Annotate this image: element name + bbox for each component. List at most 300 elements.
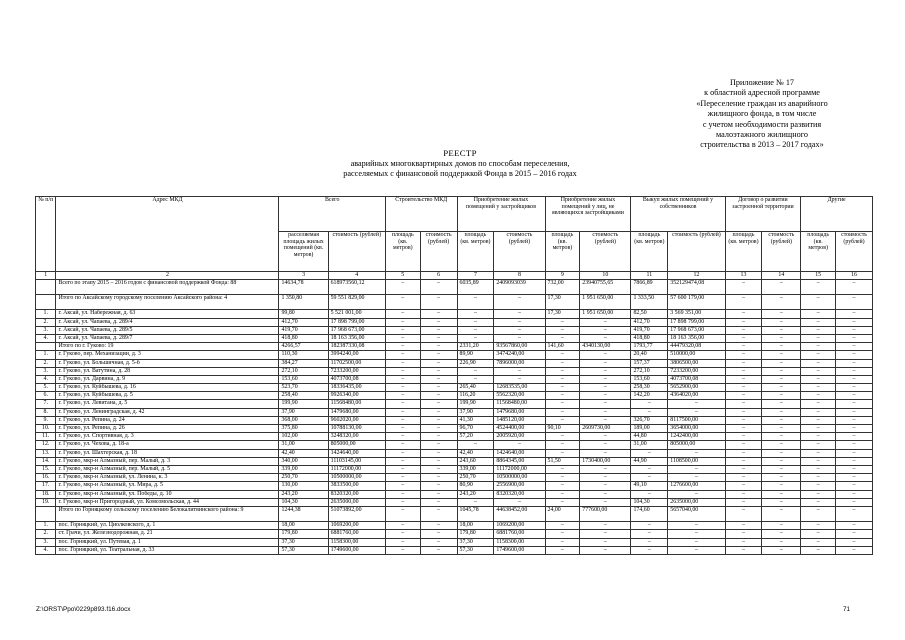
appendix-line: Приложение № 17 (729, 78, 795, 87)
appendix-line: строительства в 2013 – 2017 годах» (700, 140, 824, 150)
row-value: – (801, 359, 836, 367)
header-area: площадь (кв. метров) (457, 232, 494, 272)
row-value: – (457, 310, 494, 318)
row-value: – (420, 465, 457, 473)
row-value: – (580, 538, 631, 546)
row-value: 7233200,00 (328, 367, 385, 375)
row-value: 20,40 (631, 351, 668, 359)
row-value: – (580, 482, 631, 490)
title-line: расселяемых с финансовой поддержкой Фонда в 2015 – 2016 годах (343, 168, 577, 178)
row-value: 116,20 (457, 392, 494, 400)
row-value: 142,20 (631, 392, 668, 400)
row-number: 3. (36, 326, 56, 334)
column-number: 4 (328, 272, 385, 280)
table-row (36, 294, 873, 309)
row-value: 51,50 (545, 457, 580, 465)
row-value: – (762, 416, 801, 424)
row-value: – (762, 400, 801, 408)
row-value: – (420, 538, 457, 546)
row-value: – (668, 474, 725, 482)
row-address: пос. Горняцкий, ул. Циолковского, д. 1 (56, 522, 279, 530)
row-value: 37,90 (279, 408, 328, 416)
row-value: – (836, 367, 873, 375)
row-value: – (762, 334, 801, 342)
row-value: – (545, 334, 580, 342)
row-value: 1108500,00 (668, 457, 725, 465)
row-address: г. Аксай, ул. Чапаева, д. 289/5 (56, 326, 279, 334)
row-value: – (420, 279, 457, 294)
row-address: пос. Горняцкий, ул. Путевая, д. 1 (56, 538, 279, 546)
row-value: – (385, 425, 420, 433)
table-row (36, 375, 873, 383)
row-value: – (762, 359, 801, 367)
row-value: – (420, 416, 457, 424)
table-row (36, 367, 873, 375)
row-number (36, 279, 56, 294)
row-value: 4073700,08 (328, 375, 385, 383)
row-value: – (801, 279, 836, 294)
row-value: 41,30 (457, 416, 494, 424)
row-value: – (836, 384, 873, 392)
row-value: 11172000,00 (328, 465, 385, 473)
row-value: – (725, 310, 762, 318)
row-value: 1 951 650,00 (580, 310, 631, 318)
row-value: – (457, 367, 494, 375)
row-value: – (801, 294, 836, 309)
row-number: 15. (36, 465, 56, 473)
row-value: – (836, 457, 873, 465)
row-value: – (385, 375, 420, 383)
table-row (36, 416, 873, 424)
row-value: 17 898 799,00 (328, 318, 385, 326)
table-row (36, 326, 873, 334)
row-value: 243,20 (457, 490, 494, 498)
row-value: – (668, 546, 725, 554)
row-value: 226,90 (457, 359, 494, 367)
column-number: 2 (56, 272, 279, 280)
table-row (36, 474, 873, 482)
row-value: – (385, 538, 420, 546)
registry-body (36, 279, 873, 554)
row-value: 523,70 (279, 384, 328, 392)
row-value: 11103145,00 (328, 457, 385, 465)
row-value: – (801, 408, 836, 416)
row-value: – (385, 465, 420, 473)
row-number: 4. (36, 375, 56, 383)
row-value: 42,40 (279, 449, 328, 457)
table-row (36, 425, 873, 433)
title-line: аварийных многоквартирных домов по способам переселения, (350, 158, 570, 168)
row-value: – (836, 375, 873, 383)
row-value: – (494, 334, 545, 342)
row-value: – (385, 384, 420, 392)
table-row (36, 522, 873, 530)
header-cost: стоимость (рублей) (420, 232, 457, 272)
row-value: – (836, 498, 873, 506)
row-value: – (385, 433, 420, 441)
row-value: 2005920,00 (494, 433, 545, 441)
row-value: – (725, 522, 762, 530)
row-value: 199,90 (457, 400, 494, 408)
row-value: – (580, 530, 631, 538)
row-value: – (762, 310, 801, 318)
row-value: 11568480,00 (328, 400, 385, 408)
row-value: – (801, 375, 836, 383)
row-value: 5652900,00 (668, 384, 725, 392)
header-area: площадь (кв. метров) (801, 232, 836, 272)
row-value: 44,80 (631, 433, 668, 441)
row-value: – (580, 465, 631, 473)
row-value: – (762, 384, 801, 392)
row-value: – (725, 433, 762, 441)
row-value: 243,60 (457, 457, 494, 465)
row-value: 8320320,00 (328, 490, 385, 498)
row-value: 4364020,00 (668, 392, 725, 400)
row-value: – (494, 375, 545, 383)
row-value: – (545, 384, 580, 392)
row-value: – (420, 384, 457, 392)
row-address: г. Гуково, ул. Репина, д. 26 (56, 425, 279, 433)
appendix-caption (632, 78, 892, 151)
row-value: – (631, 490, 668, 498)
row-value: 2331,20 (457, 343, 494, 351)
row-value: 265,40 (457, 384, 494, 392)
row-value: – (801, 334, 836, 342)
row-value: 59 551 829,00 (328, 294, 385, 309)
row-value: – (580, 546, 631, 554)
row-value: – (420, 441, 457, 449)
row-value: – (580, 522, 631, 530)
row-value: – (545, 490, 580, 498)
row-value: – (420, 318, 457, 326)
row-value: – (631, 449, 668, 457)
row-address: Итого по Аксайскому городскому поселению Аксайского района: 4 (56, 294, 279, 309)
row-value: 110,30 (279, 351, 328, 359)
row-value: – (762, 351, 801, 359)
header-area: площадь (кв. метров) (385, 232, 420, 272)
row-value: 82,50 (631, 310, 668, 318)
row-value: 1 350,80 (279, 294, 328, 309)
row-address: г. Гуково, мкр-н Алмазный, пер. Малый, д. 5 (56, 465, 279, 473)
row-value: – (580, 433, 631, 441)
row-value: – (385, 359, 420, 367)
row-value: – (420, 522, 457, 530)
row-number: 4. (36, 546, 56, 554)
row-value: – (725, 392, 762, 400)
header-cost: стоимость (рублей) (668, 232, 725, 272)
row-address: г. Гуково, ул. Спортивная, д. 3 (56, 433, 279, 441)
row-address: пос. Горняцкий, ул. Театральная, д. 33 (56, 546, 279, 554)
row-value: – (420, 294, 457, 309)
row-value: – (801, 457, 836, 465)
row-value: 51073892,00 (328, 506, 385, 521)
row-value: 3833500,00 (328, 482, 385, 490)
row-value: 384,27 (279, 359, 328, 367)
row-value: 44479320,08 (668, 343, 725, 351)
row-value: 3654000,00 (668, 425, 725, 433)
header-cost: стоимость (рублей) (494, 232, 545, 272)
row-value: 90,10 (545, 425, 580, 433)
row-value: 510000,00 (668, 351, 725, 359)
table-row (36, 498, 873, 506)
row-value: 99,80 (279, 310, 328, 318)
row-value: – (420, 457, 457, 465)
row-value: – (631, 474, 668, 482)
header-buyout: Выкуп жилых помещений у собственников (631, 197, 725, 232)
row-value: – (762, 482, 801, 490)
row-value: 42,40 (457, 449, 494, 457)
row-value: – (385, 457, 420, 465)
row-number: 11. (36, 433, 56, 441)
row-value: 1749600,00 (328, 546, 385, 554)
row-value: – (725, 375, 762, 383)
row-address: Итого по Горняцкому сельскому поселению Белокалитвинского района: 9 (56, 506, 279, 521)
header-cost: стоимость (рублей) (328, 232, 385, 272)
table-row (36, 408, 873, 416)
row-address: г. Гуково, ул. Ленинградская, д. 42 (56, 408, 279, 416)
row-value: – (725, 506, 762, 521)
appendix-line: малоэтажного жилищного (716, 130, 808, 140)
row-value: – (725, 425, 762, 433)
row-value: 258,30 (631, 384, 668, 392)
row-value: 17,30 (545, 310, 580, 318)
row-number: 7. (36, 400, 56, 408)
column-number-row (36, 272, 873, 280)
row-value: – (385, 449, 420, 457)
row-value: – (545, 367, 580, 375)
row-number: 4. (36, 334, 56, 342)
row-value: 250,70 (279, 474, 328, 482)
row-value: – (385, 367, 420, 375)
row-value: – (420, 506, 457, 521)
row-value: – (385, 400, 420, 408)
row-value: – (494, 294, 545, 309)
row-value: – (385, 498, 420, 506)
row-value: – (762, 343, 801, 351)
row-number: 9. (36, 416, 56, 424)
row-value: – (385, 326, 420, 334)
row-value: 250,70 (457, 474, 494, 482)
footer-file-path: Z:\ORST\Ppo\0229p893.f16.docx (36, 606, 131, 613)
row-value: – (801, 474, 836, 482)
row-value: – (494, 318, 545, 326)
appendix-line: к областной адресной программе (704, 88, 820, 98)
row-address: г. Гуково, ул. Ватутина, д. 28 (56, 367, 279, 375)
row-value: – (762, 279, 801, 294)
row-value: – (631, 408, 668, 416)
header-total: Всего (279, 197, 385, 232)
row-value: 189,00 (631, 425, 668, 433)
row-value: – (725, 490, 762, 498)
row-value: – (762, 465, 801, 473)
row-value: 157,37 (631, 359, 668, 367)
row-value: – (457, 326, 494, 334)
row-value: 340,00 (279, 457, 328, 465)
table-row (36, 465, 873, 473)
row-value: 5657040,00 (668, 506, 725, 521)
row-value: – (762, 506, 801, 521)
row-number: 17. (36, 482, 56, 490)
row-value: 11172000,00 (494, 465, 545, 473)
row-value: – (801, 326, 836, 334)
row-value: – (545, 392, 580, 400)
row-value: 1424640,00 (494, 449, 545, 457)
row-value: – (836, 334, 873, 342)
row-address: г. Гуково, мкр-н Алмазный, ул. Мира, д. 5 (56, 482, 279, 490)
row-value: – (494, 498, 545, 506)
row-address: г. Гуково, ул. Репина, д. 24 (56, 416, 279, 424)
row-value: – (836, 408, 873, 416)
row-value: 11702500,00 (328, 359, 385, 367)
row-value: – (762, 375, 801, 383)
row-value: – (457, 441, 494, 449)
header-area: площадь (кв. метров) (631, 232, 668, 272)
row-value: 3248320,00 (328, 433, 385, 441)
row-value: – (385, 334, 420, 342)
row-number: 3. (36, 538, 56, 546)
row-value: – (801, 343, 836, 351)
row-value: – (545, 482, 580, 490)
table-row (36, 457, 873, 465)
row-value: – (420, 375, 457, 383)
row-value: – (668, 400, 725, 408)
row-value: 1730400,00 (580, 457, 631, 465)
header-territory: Договор о развитии застроенной территории (725, 197, 801, 232)
row-value: – (580, 416, 631, 424)
row-value: – (545, 546, 580, 554)
row-value: – (725, 408, 762, 416)
row-value: – (801, 425, 836, 433)
row-value: – (420, 310, 457, 318)
table-row (36, 433, 873, 441)
row-value: – (725, 465, 762, 473)
row-value: – (631, 465, 668, 473)
row-value: – (420, 326, 457, 334)
table-row (36, 546, 873, 554)
row-value: 7233200,00 (668, 367, 725, 375)
row-value: – (580, 359, 631, 367)
row-value: – (725, 326, 762, 334)
row-value: 1158300,00 (328, 538, 385, 546)
row-value: – (725, 367, 762, 375)
header-area-total: расселяемая площадь жилых помещений (кв. метров) (279, 232, 328, 272)
row-value: 18 163 356,00 (668, 334, 725, 342)
row-value: 44638452,00 (494, 506, 545, 521)
row-value: – (545, 441, 580, 449)
row-value: – (545, 326, 580, 334)
row-value: 8117500,00 (668, 416, 725, 424)
column-number: 13 (725, 272, 762, 280)
row-value: – (631, 400, 668, 408)
row-value: – (801, 449, 836, 457)
row-value: – (725, 359, 762, 367)
row-value: – (836, 351, 873, 359)
row-value: – (545, 375, 580, 383)
row-value: – (420, 546, 457, 554)
row-value: 93567860,00 (494, 343, 545, 351)
row-value: 14634,78 (279, 279, 328, 294)
row-value: – (801, 400, 836, 408)
row-value: – (385, 506, 420, 521)
header-cost: стоимость (рублей) (762, 232, 801, 272)
table-row (36, 279, 873, 294)
row-value: – (420, 392, 457, 400)
row-value: – (385, 482, 420, 490)
row-value: 272,10 (279, 367, 328, 375)
row-value: – (836, 392, 873, 400)
row-value: 18,00 (457, 522, 494, 530)
row-value: 17,30 (545, 294, 580, 309)
row-value: – (762, 326, 801, 334)
row-value: 18 163 356,00 (328, 334, 385, 342)
row-value: 3806500,00 (668, 359, 725, 367)
row-value: 1244,38 (279, 506, 328, 521)
table-row (36, 310, 873, 318)
row-number: 6. (36, 392, 56, 400)
row-value: 89,90 (457, 351, 494, 359)
row-value: – (385, 392, 420, 400)
row-value: 412,70 (279, 318, 328, 326)
row-value: – (545, 433, 580, 441)
row-value: – (725, 279, 762, 294)
row-value: 96,70 (457, 425, 494, 433)
row-value: – (457, 318, 494, 326)
row-address: г. Гуково, мкр-н Алмазный, пер. Малый, д. 3 (56, 457, 279, 465)
row-value: – (580, 474, 631, 482)
header-other: Другие (801, 197, 873, 232)
row-value: 153,60 (631, 375, 668, 383)
row-value: – (668, 449, 725, 457)
row-value: – (836, 433, 873, 441)
row-value: 368,00 (279, 416, 328, 424)
row-value: 1479680,00 (494, 408, 545, 416)
row-value: – (420, 449, 457, 457)
row-value: – (420, 351, 457, 359)
row-number: 1. (36, 351, 56, 359)
column-number: 3 (279, 272, 328, 280)
row-value: – (801, 506, 836, 521)
row-value: 57,20 (457, 433, 494, 441)
row-value: – (725, 318, 762, 326)
row-number: 2. (36, 359, 56, 367)
row-value: 5562320,00 (494, 392, 545, 400)
row-value: – (762, 498, 801, 506)
row-value: – (836, 400, 873, 408)
row-value: – (385, 408, 420, 416)
row-value: – (762, 408, 801, 416)
row-value: 2635000,00 (328, 498, 385, 506)
row-value: – (580, 367, 631, 375)
row-value: – (385, 294, 420, 309)
row-value: 732,00 (545, 279, 580, 294)
row-number: 10. (36, 425, 56, 433)
row-value: – (385, 343, 420, 351)
row-value: – (836, 294, 873, 309)
row-value: – (420, 334, 457, 342)
row-value: – (836, 359, 873, 367)
row-value: – (580, 375, 631, 383)
header-build: Строительство МКД (385, 197, 457, 232)
row-value: 418,80 (279, 334, 328, 342)
row-value: 24,00 (545, 506, 580, 521)
row-number: 13. (36, 449, 56, 457)
column-number: 9 (545, 272, 580, 280)
row-address: г. Аксай, ул. Чапаева, д. 289/4 (56, 318, 279, 326)
column-number: 14 (762, 272, 801, 280)
row-address: г. Гуково, ул. Куйбышева, д. 5 (56, 392, 279, 400)
row-value: – (545, 359, 580, 367)
row-value: 153,60 (279, 375, 328, 383)
